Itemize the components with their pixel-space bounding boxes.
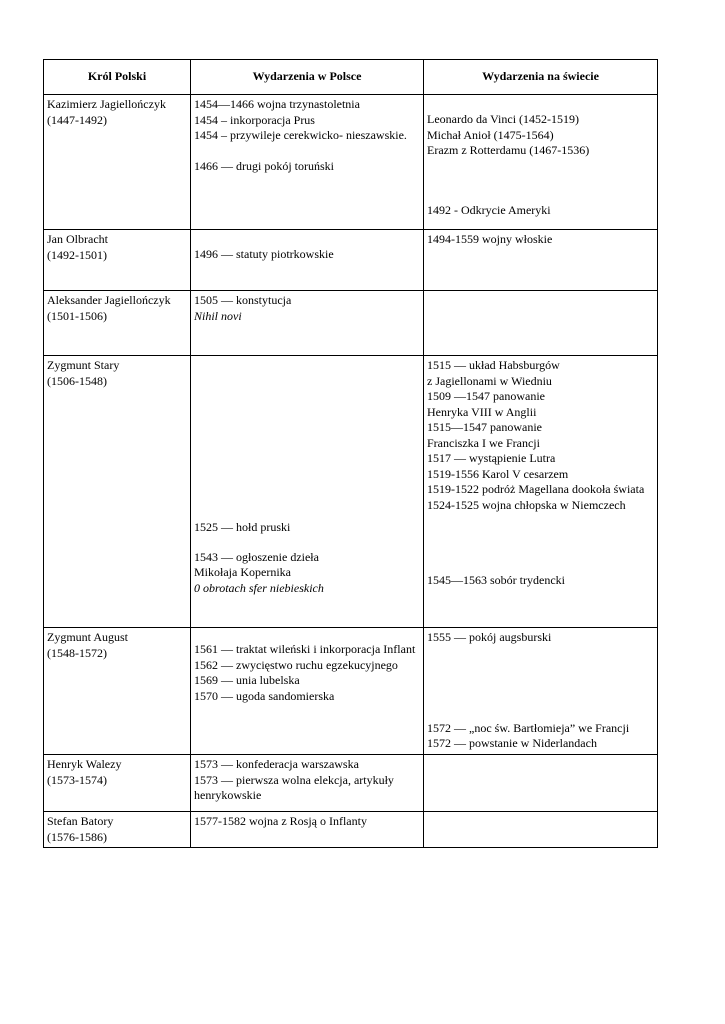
table-header-row (44, 60, 658, 95)
header-poland-events: Wydarzenia w Polsce (191, 60, 424, 95)
event-line: 1545—1563 sobór trydencki (427, 573, 565, 587)
king-cell (44, 628, 191, 755)
king-cell (44, 95, 191, 230)
event-line: 1515—1547 panowanie (427, 420, 542, 434)
king-years: (1492-1501) (47, 247, 107, 262)
world-events-cell (424, 291, 658, 356)
event-line: 1496 — statuty piotrkowskie (194, 247, 334, 261)
event-line: 1525 — hołd pruski (194, 520, 291, 534)
poland-events-cell (191, 812, 424, 848)
event-line: Michał Anioł (1475-1564) (427, 127, 554, 142)
king-cell (44, 812, 191, 848)
world-events-cell (424, 812, 658, 848)
event-line: 1519-1522 podróż Magellana dookoła świata (427, 482, 645, 496)
event-line: Henryka VIII w Anglii (427, 404, 537, 419)
header-world-events: Wydarzenia na świecie (424, 60, 658, 95)
event-line: 1573 — pierwsza wolna elekcja, artykuły (194, 772, 394, 787)
king-years: (1548-1572) (47, 645, 107, 660)
world-events-cell (424, 230, 658, 291)
world-events-cell (424, 628, 658, 755)
king-years: (1576-1586) (47, 829, 107, 844)
table-row (44, 812, 658, 848)
event-line: 1454 – inkorporacja Prus (194, 112, 315, 127)
king-years: (1501-1506) (47, 308, 107, 323)
event-line: 1562 — zwycięstwo ruchu egzekucyjnego (194, 657, 398, 672)
king-years: (1506-1548) (47, 373, 107, 388)
event-line: 1524-1525 wojna chłopska w Niemczech (427, 497, 626, 512)
event-line: Erazm z Rotterdamu (1467-1536) (427, 143, 590, 157)
event-line: z Jagiellonami w Wiedniu (427, 373, 552, 388)
king-name: Kazimierz Jagiellończyk (47, 97, 166, 111)
event-line-italic: 0 obrotach sfer niebieskich (194, 580, 324, 595)
event-line: 1454 – przywileje cerekwicko- nieszawskie. (194, 128, 407, 142)
king-name: Zygmunt Stary (47, 358, 120, 372)
king-name: Aleksander Jagiellończyk (47, 293, 171, 307)
poland-events-cell (191, 230, 424, 291)
event-line: 1519-1556 Karol V cesarzem (427, 466, 569, 481)
event-line: 1569 — unia lubelska (194, 673, 300, 687)
king-name: Henryk Walezy (47, 757, 122, 771)
event-line: 1577-1582 wojna z Rosją o Inflanty (194, 814, 367, 828)
king-cell (44, 356, 191, 628)
world-events-cell (424, 755, 658, 812)
event-line: 1509 —1547 panowanie (427, 389, 545, 403)
event-line: 1573 — konfederacja warszawska (194, 757, 359, 771)
poland-events-cell (191, 95, 424, 230)
king-cell (44, 291, 191, 356)
table-row (44, 230, 658, 291)
poland-events-cell (191, 755, 424, 812)
king-years: (1447-1492) (47, 112, 107, 127)
event-line: 1515 — układ Habsburgów (427, 358, 560, 372)
table-row (44, 356, 658, 628)
event-line-italic: Nihil novi (194, 308, 242, 323)
king-cell (44, 230, 191, 291)
table-row (44, 291, 658, 356)
table-row (44, 628, 658, 755)
event-line: Mikołaja Kopernika (194, 565, 291, 579)
event-line: 1466 — drugi pokój toruński (194, 158, 334, 173)
event-line: 1517 — wystąpienie Lutra (427, 451, 556, 465)
event-line: Franciszka I we Francji (427, 435, 540, 450)
king-years: (1573-1574) (47, 772, 107, 787)
event-line: 1543 — ogłoszenie dzieła (194, 549, 319, 564)
world-events-cell (424, 356, 658, 628)
event-line: 1505 — konstytucja (194, 293, 292, 307)
event-line: 1454—1466 wojna trzynastoletnia (194, 97, 360, 111)
event-line: 1555 — pokój augsburski (427, 630, 552, 644)
event-line: Leonardo da Vinci (1452-1519) (427, 112, 580, 126)
poland-events-cell (191, 628, 424, 755)
table-row (44, 755, 658, 812)
king-name: Zygmunt August (47, 630, 129, 644)
world-events-cell (424, 95, 658, 230)
event-line: henrykowskie (194, 788, 262, 802)
king-name: Stefan Batory (47, 814, 114, 828)
poland-events-cell (191, 356, 424, 628)
event-line: 1494-1559 wojny włoskie (427, 232, 553, 246)
king-cell (44, 755, 191, 812)
event-line: 1561 — traktat wileński i inkorporacja Inflant (194, 642, 416, 656)
table-row (44, 95, 658, 230)
king-name: Jan Olbracht (47, 232, 108, 246)
poland-events-cell (191, 291, 424, 356)
event-line: 1492 - Odkrycie Ameryki (427, 202, 551, 217)
event-line: 1570 — ugoda sandomierska (194, 688, 335, 703)
event-line: 1572 — „noc św. Bartłomieja” we Francji (427, 720, 630, 735)
event-line: 1572 — powstanie w Niderlandach (427, 736, 597, 750)
header-king: Król Polski (44, 60, 191, 95)
kings-events-table (43, 59, 658, 848)
